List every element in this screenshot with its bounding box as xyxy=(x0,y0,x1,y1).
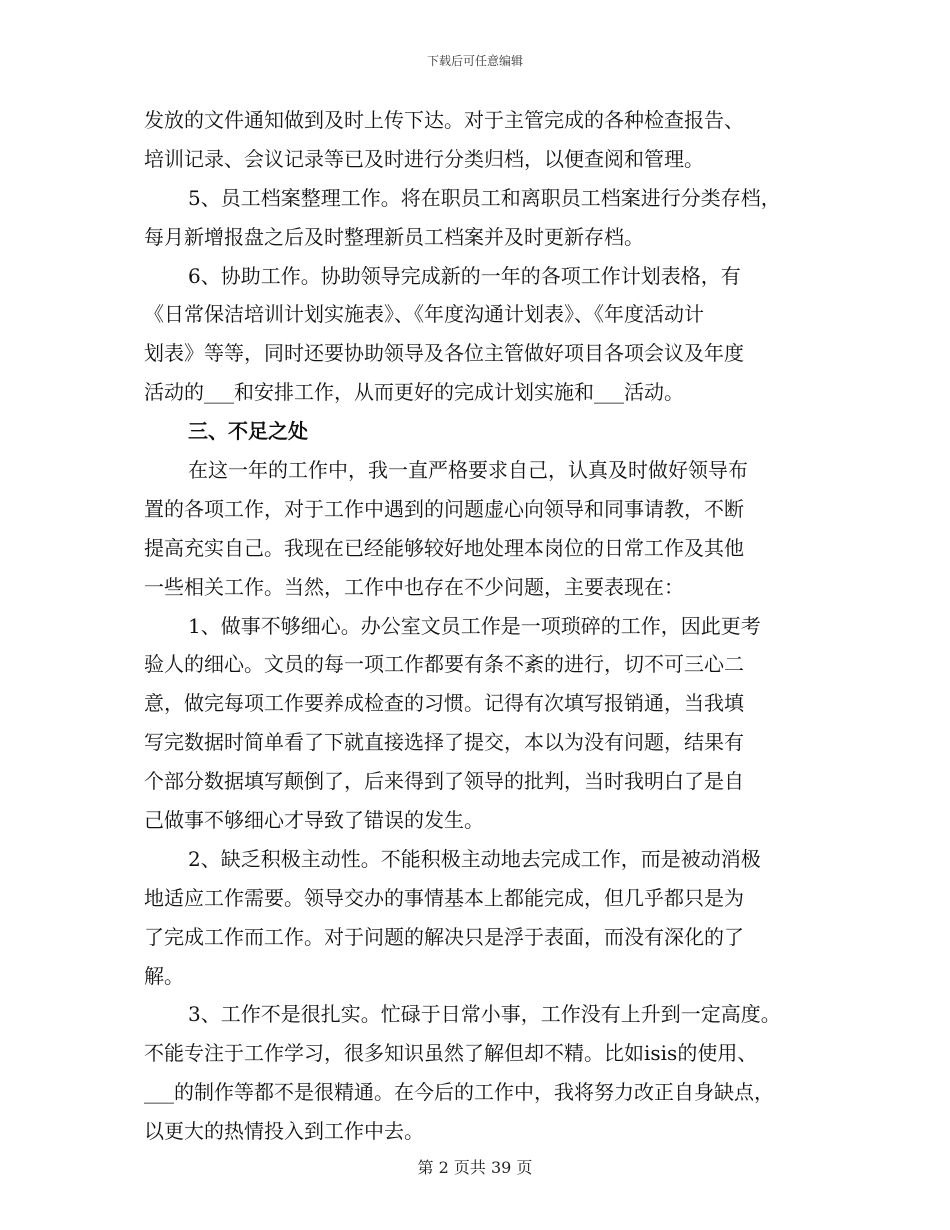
text-line: 在这一年的工作中，我一直严格要求自己，认真及时做好领导布 xyxy=(188,458,748,483)
document-body xyxy=(144,101,814,1151)
text-line: 提高充实自己。我现在已经能够较好地处理本岗位的日常工作及其他 xyxy=(144,535,744,560)
text-line: 1、做事不够细心。办公室文员工作是一项琐碎的工作，因此更考 xyxy=(188,613,761,638)
text-line: 每月新增报盘之后及时整理新员工档案并及时更新存档。 xyxy=(144,224,644,249)
text-line: 解。 xyxy=(144,963,184,988)
text-line: 活动的___和安排工作，从而更好的完成计划实施和___活动。 xyxy=(144,380,684,405)
text-line: 3、工作不是很扎实。忙碌于日常小事，工作没有上升到一定高度。 xyxy=(188,1002,781,1027)
text-line: 己做事不够细心才导致了错误的发生。 xyxy=(144,808,484,833)
section-heading: 三、不足之处 xyxy=(188,419,308,444)
text-line: 以更大的热情投入到工作中去。 xyxy=(144,1119,424,1144)
page-header: 下载后可任意编辑 xyxy=(426,54,523,68)
text-line: 意，做完每项工作要养成检查的习惯。记得有次填写报销通，当我填 xyxy=(144,691,744,716)
text-line: 发放的文件通知做到及时上传下达。对于主管完成的各种检查报告、 xyxy=(144,108,744,132)
text-line: 《日常保洁培训计划实施表》、《年度沟通计划表》、《年度活动计 xyxy=(144,302,704,327)
page-footer: 第 2 页共 39 页 xyxy=(417,1158,533,1177)
text-line: 划表》等等，同时还要协助领导及各位主管做好项目各项会议及年度 xyxy=(144,341,744,366)
text-line: 5、员工档案整理工作。将在职员工和离职员工档案进行分类存档， xyxy=(188,185,781,210)
text-line: 不能专注于工作学习，很多知识虽然了解但却不精。比如isis的使用、 xyxy=(144,1041,758,1066)
text-line: 写完数据时简单看了下就直接选择了提交，本以为没有问题，结果有 xyxy=(144,730,744,755)
text-line: 一些相关工作。当然，工作中也存在不少问题，主要表现在： xyxy=(144,574,684,599)
text-line: 培训记录、会议记录等已及时进行分类归档，以便查阅和管理。 xyxy=(144,146,704,171)
text-line: 了完成工作而工作。对于问题的解决只是浮于表面，而没有深化的了 xyxy=(144,924,744,949)
text-line: 6、协助工作。协助领导完成新的一年的各项工作计划表格，有 xyxy=(188,263,741,288)
text-line: 置的各项工作，对于工作中遇到的问题虚心向领导和同事请教，不断 xyxy=(144,496,744,521)
text-line: ___的制作等都不是很精通。在今后的工作中，我将努力改正自身缺点， xyxy=(144,1080,774,1105)
text-line: 2、缺乏积极主动性。不能积极主动地去完成工作，而是被动消极 xyxy=(188,846,761,871)
text-line: 验人的细心。文员的每一项工作都要有条不紊的进行，切不可三心二 xyxy=(144,652,744,677)
text-line: 个部分数据填写颠倒了，后来得到了领导的批判，当时我明白了是自 xyxy=(144,769,744,794)
text-line: 地适应工作需要。领导交办的事情基本上都能完成，但几乎都只是为 xyxy=(144,885,744,910)
